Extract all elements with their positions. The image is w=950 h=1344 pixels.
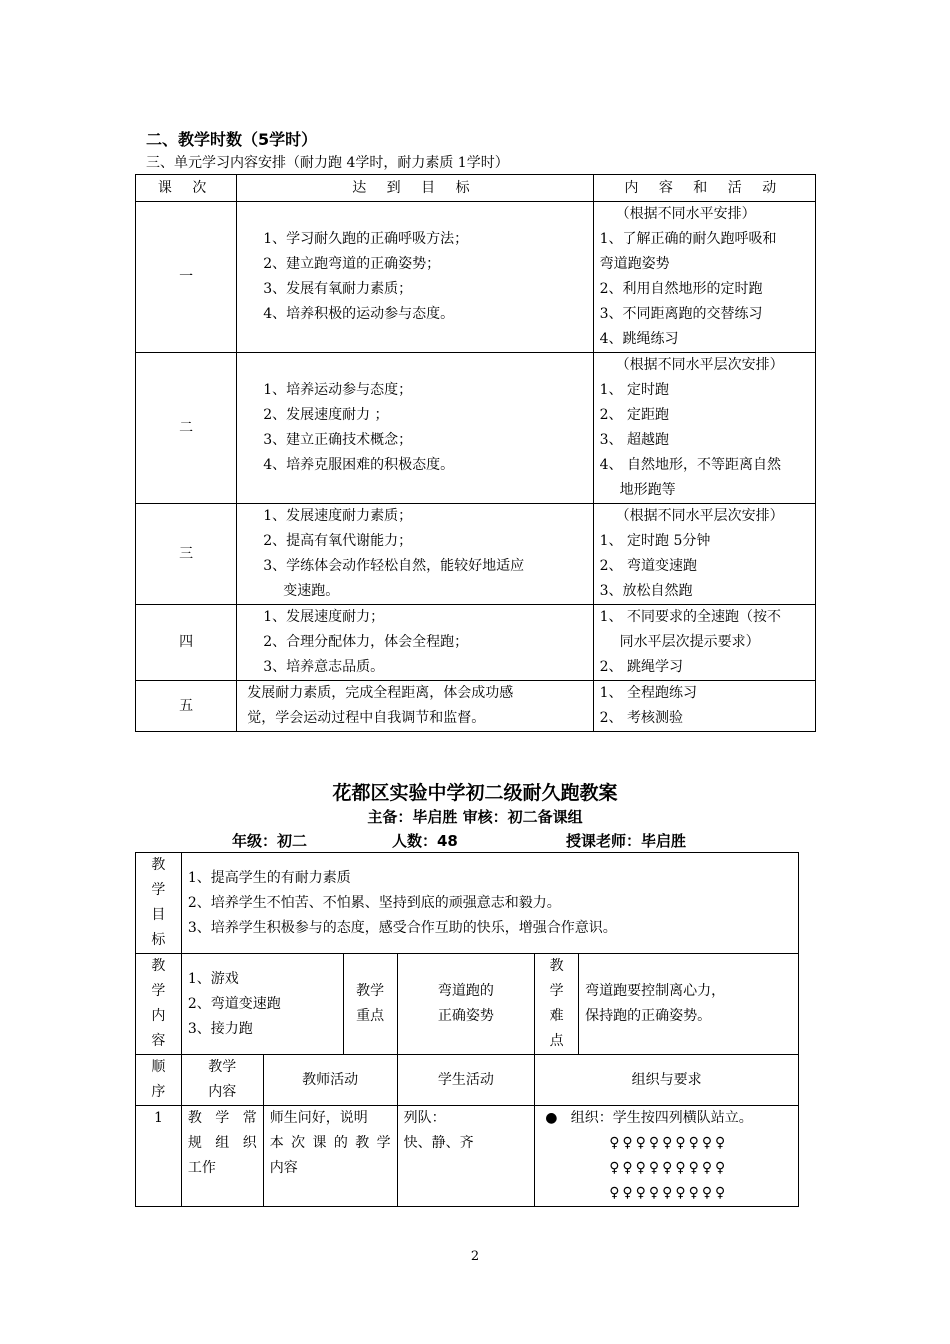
table-row <box>136 353 816 504</box>
goal-line: 2、合理分配体力，体会全程跑； <box>263 634 469 650</box>
teacher-line: 师生问好，说明 <box>269 1110 368 1126</box>
teacher-line: 本次课的教学 <box>269 1135 391 1151</box>
order-number: 1 <box>136 1106 182 1207</box>
activity-line: （根据不同水平安排） <box>615 206 756 222</box>
content-line: 1、游戏 <box>187 970 239 987</box>
content-line: 教 学 常 <box>187 1110 257 1126</box>
goal-line: 3、培养意志品质。 <box>263 659 385 675</box>
goal-line: 4、培养克服困难的积极态度。 <box>263 457 455 473</box>
lesson-goals <box>237 202 593 353</box>
goal-line: 1、发展速度耐力素质； <box>263 508 413 524</box>
lesson-number: 二 <box>136 353 237 504</box>
goal-line: 3、建立正确技术概念； <box>263 432 413 448</box>
teacher-line: 内容 <box>269 1160 298 1176</box>
key-point-label <box>343 954 397 1055</box>
teacher-activity-header: 教师活动 <box>263 1055 397 1106</box>
objectives-row <box>136 853 799 954</box>
activity-line: 4、 自然地形，不等距离自然 <box>599 457 781 473</box>
lesson-number: 三 <box>136 504 237 605</box>
organization-header: 组织与要求 <box>535 1055 799 1106</box>
lesson-activities <box>593 353 815 504</box>
objectives-label <box>136 853 182 954</box>
label-char: 内 <box>151 1008 166 1024</box>
grade-label: 年级：初二 <box>232 832 308 850</box>
table-row <box>136 504 816 605</box>
table-header-row <box>136 175 816 202</box>
page-number: 2 <box>470 1249 480 1264</box>
goal-line: 4、培养积极的运动参与态度。 <box>263 306 455 322</box>
content-header <box>181 1055 263 1106</box>
goal-line: 2、提高有氧代谢能力； <box>263 533 413 549</box>
teacher-label: 授课老师：毕启胜 <box>566 832 687 850</box>
objective-line: 2、培养学生不怕苦、不怕累、坚持到底的顽强意志和毅力。 <box>187 894 561 911</box>
label-line: 教学 <box>208 1059 237 1075</box>
key-line: 正确姿势 <box>437 1008 494 1024</box>
lesson-goals <box>237 605 593 681</box>
difficulty-label <box>535 954 579 1055</box>
label-char: 教 <box>151 857 166 873</box>
goal-line: 3、学练体会动作轻松自然，能较好地适应 <box>263 558 525 574</box>
formation-row: ♀♀♀♀♀♀♀♀♀ <box>609 1160 729 1176</box>
goal-line: 1、培养运动参与态度； <box>263 382 413 398</box>
lesson-number: 五 <box>136 681 237 732</box>
goal-line: 3、发展有氧耐力素质； <box>263 281 413 297</box>
section-heading-arrangement: 三、单元学习内容安排（耐力跑 4学时，耐力素质 1学时） <box>146 155 509 171</box>
goal-line: 觉，学会运动过程中自我调节和监督。 <box>247 710 486 726</box>
lesson-goals <box>237 504 593 605</box>
activity-line: 弯道跑姿势 <box>599 256 670 272</box>
activity-line: 2、 定距跑 <box>599 407 669 423</box>
lesson-plan-table <box>135 852 799 1207</box>
goal-line: 1、学习耐久跑的正确呼吸方法； <box>263 231 469 247</box>
label-char: 点 <box>549 1033 564 1049</box>
label-char: 教 <box>549 958 564 974</box>
content-line: 规 组 织 <box>187 1135 257 1151</box>
table-row <box>136 202 816 353</box>
lesson-goals <box>237 353 593 504</box>
activity-line: 1、了解正确的耐久跑呼吸和 <box>599 231 777 247</box>
goal-line: 变速跑。 <box>283 583 340 599</box>
label-char: 教 <box>151 958 166 974</box>
content-list <box>181 954 343 1055</box>
plan-header-row <box>136 1055 799 1106</box>
lesson-activities <box>593 681 815 732</box>
table-row <box>136 681 816 732</box>
header-lesson: 课 次 <box>136 175 237 202</box>
table-row <box>136 1106 799 1207</box>
goal-line: 2、建立跑弯道的正确姿势； <box>263 256 441 272</box>
goal-line: 发展耐力素质，完成全程距离，体会成功感 <box>247 685 514 701</box>
content-label <box>136 954 182 1055</box>
activity-line: 1、 定时跑 5分钟 <box>599 533 711 549</box>
lesson-activities <box>593 504 815 605</box>
activity-line: 3、放松自然跑 <box>599 583 693 599</box>
lesson-number: 一 <box>136 202 237 353</box>
objectives-content <box>181 853 798 954</box>
unit-arrangement-table <box>135 174 816 732</box>
table-row <box>136 605 816 681</box>
organization-cell <box>535 1106 799 1207</box>
activity-line: 同水平层次提示要求） <box>619 634 760 650</box>
goal-line: 2、发展速度耐力 ； <box>263 407 389 423</box>
activity-line: （根据不同水平层次安排） <box>615 508 784 524</box>
label-char: 难 <box>549 1008 564 1024</box>
difficulty-content <box>579 954 799 1055</box>
formation-row: ♀♀♀♀♀♀♀♀♀ <box>609 1135 729 1151</box>
content-line: 3、接力跑 <box>187 1020 253 1037</box>
formation-row: ♀♀♀♀♀♀♀♀♀ <box>609 1185 729 1201</box>
organization-text: 组织：学生按四列横队站立。 <box>570 1110 753 1126</box>
content-line: 工作 <box>187 1160 216 1176</box>
student-activity-header: 学生活动 <box>397 1055 535 1106</box>
teacher-activity <box>263 1106 397 1207</box>
header-goals: 达 到 目 标 <box>237 175 593 202</box>
student-line: 列队： <box>403 1110 446 1126</box>
lesson-number: 四 <box>136 605 237 681</box>
label-line: 教学 <box>356 983 385 999</box>
bullet-icon: ● <box>545 1110 558 1126</box>
label-char: 序 <box>151 1084 166 1100</box>
difficulty-line: 保持跑的正确姿势。 <box>585 1008 712 1024</box>
activity-line: 2、 弯道变速跑 <box>599 558 697 574</box>
activity-line: 2、 跳绳学习 <box>599 659 683 675</box>
activity-line: （根据不同水平层次安排） <box>615 357 784 373</box>
student-count: 人数：48 <box>392 832 458 850</box>
organization-line <box>545 1106 792 1131</box>
activity-line: 1、 定时跑 <box>599 382 669 398</box>
content-row <box>136 954 799 1055</box>
key-line: 弯道跑的 <box>437 983 494 999</box>
activity-line: 1、 全程跑练习 <box>599 685 697 701</box>
lesson-plan-title: 花都区实验中学初二级耐久跑教案 <box>332 782 618 804</box>
label-char: 目 <box>151 907 166 923</box>
activity-line: 4、跳绳练习 <box>599 331 679 347</box>
student-line: 快、静、齐 <box>403 1135 474 1151</box>
label-char: 容 <box>151 1033 166 1049</box>
label-char: 顺 <box>151 1059 166 1075</box>
activity-line: 2、利用自然地形的定时跑 <box>599 281 763 297</box>
label-char: 学 <box>151 983 166 999</box>
difficulty-line: 弯道跑要控制离心力， <box>585 983 726 999</box>
lesson-activities <box>593 605 815 681</box>
label-char: 学 <box>549 983 564 999</box>
objective-line: 3、培养学生积极参与的态度，感受合作互助的快乐，增强合作意识。 <box>187 919 617 936</box>
goal-line: 1、发展速度耐力； <box>263 609 385 625</box>
key-point-content <box>397 954 535 1055</box>
lesson-plan-subtitle: 主备：毕启胜 审核：初二备课组 <box>367 808 583 826</box>
objective-line: 1、提高学生的有耐力素质 <box>187 869 351 886</box>
activity-line: 3、 超越跑 <box>599 432 669 448</box>
label-char: 标 <box>151 932 166 948</box>
activity-line: 2、 考核测验 <box>599 710 683 726</box>
label-line: 重点 <box>356 1008 385 1024</box>
content-line: 2、弯道变速跑 <box>187 995 281 1012</box>
section-heading-hours: 二、教学时数（5学时） <box>146 130 318 149</box>
student-activity <box>397 1106 535 1207</box>
label-line: 内容 <box>208 1084 237 1100</box>
lesson-activities <box>593 202 815 353</box>
activity-line: 1、 不同要求的全速跑（按不 <box>599 609 781 625</box>
header-activities: 内 容 和 活 动 <box>593 175 815 202</box>
order-header <box>136 1055 182 1106</box>
activity-line: 3、不同距离跑的交替练习 <box>599 306 763 322</box>
label-char: 学 <box>151 882 166 898</box>
row-content <box>181 1106 263 1207</box>
lesson-goals <box>237 681 593 732</box>
activity-line: 地形跑等 <box>619 482 676 498</box>
